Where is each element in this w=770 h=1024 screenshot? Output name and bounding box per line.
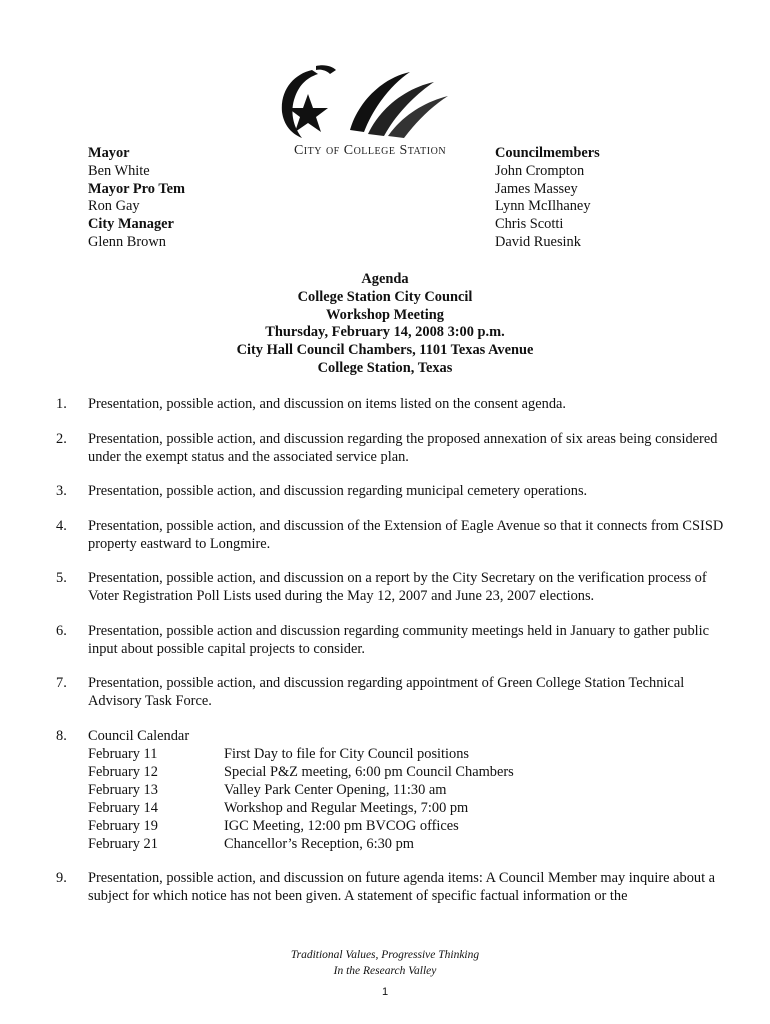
calendar-row — [88, 745, 736, 763]
item-text: Presentation, possible action, and discussion regarding appointment of Green College Station Technical Advisory Task Force. — [88, 675, 685, 709]
heading-line: Thursday, February 14, 2008 3:00 p.m. — [265, 324, 505, 341]
councilmember-name: James Massey — [495, 180, 578, 197]
tagline-line-1: Traditional Values, Progressive Thinking — [290, 949, 480, 961]
official-title: City Manager — [88, 216, 174, 233]
agenda-item-calendar — [56, 727, 736, 853]
calendar-event: Chancellor’s Reception, 6:30 pm — [224, 835, 414, 852]
heading-line: College Station, Texas — [317, 359, 453, 376]
agenda-items — [56, 395, 736, 922]
item-number: 1. — [56, 396, 67, 412]
council-title: Councilmembers — [495, 145, 600, 161]
item-number: 8. — [56, 727, 67, 744]
councilmember-name: John Crompton — [495, 162, 585, 179]
item-number: 9. — [56, 870, 67, 886]
item-text: Presentation, possible action, and discussion of the Extension of Eagle Avenue so that it connects from CSISD property eastward to Longmire. — [88, 517, 724, 552]
calendar-title: Council Calendar — [88, 727, 190, 744]
page-number: 1 — [381, 986, 389, 998]
councilmember-name: Chris Scotti — [495, 216, 564, 233]
agenda-item — [56, 674, 736, 710]
calendar-date: February 12 — [88, 763, 158, 780]
calendar-event: Valley Park Center Opening, 11:30 am — [224, 781, 447, 798]
calendar-date: February 19 — [88, 817, 158, 834]
agenda-item — [56, 622, 736, 658]
agenda-item — [56, 395, 736, 413]
calendar-event: IGC Meeting, 12:00 pm BVCOG offices — [224, 817, 459, 834]
officials-left — [88, 145, 258, 252]
calendar-date: February 13 — [88, 781, 158, 798]
official-name: Glenn Brown — [88, 233, 166, 250]
councilmember-name: David Ruesink — [495, 233, 581, 250]
item-number: 6. — [56, 622, 67, 639]
item-number: 5. — [56, 570, 67, 586]
official-title: Mayor Pro Tem — [88, 180, 185, 197]
official-title: Mayor — [88, 145, 130, 161]
item-number: 3. — [56, 483, 67, 499]
footer-tagline — [0, 947, 770, 979]
heading-line: College Station City Council — [297, 288, 473, 305]
item-number: 7. — [56, 675, 67, 691]
agenda-item — [56, 569, 736, 605]
heading-line: City Hall Council Chambers, 1101 Texas Avenue — [236, 342, 534, 359]
item-text: Presentation, possible action, and discussion on future agenda items: A Council Member may inquire about a subject for which notice has not been given. A statement of specific factual information or the — [88, 870, 716, 904]
item-number: 4. — [56, 517, 67, 534]
councilmember-name: Lynn McIlhaney — [495, 198, 591, 215]
calendar-row — [88, 781, 736, 799]
councilmembers-list — [495, 145, 695, 252]
logo-wordmark: City of College Station — [293, 143, 447, 158]
heading-line: Agenda — [361, 271, 409, 287]
item-text: Presentation, possible action, and discussion on a report by the City Secretary on the verification process of Voter Registration Poll Lists used during the May 12, 2007 and June 23, 2007 elections. — [88, 570, 707, 604]
calendar-date: February 11 — [88, 745, 158, 762]
agenda-item — [56, 430, 736, 466]
agenda-item — [56, 517, 736, 553]
calendar-event: Special P&Z meeting, 6:00 pm Council Chambers — [224, 763, 514, 780]
calendar-date: February 14 — [88, 799, 158, 816]
official-name: Ben White — [88, 162, 150, 179]
calendar-event: Workshop and Regular Meetings, 7:00 pm — [224, 799, 469, 816]
calendar-date: February 21 — [88, 835, 158, 852]
tagline-line-2: In the Research Valley — [333, 965, 437, 977]
heading-line: Workshop Meeting — [326, 306, 444, 323]
agenda-item — [56, 482, 736, 500]
calendar-row — [88, 799, 736, 817]
item-text: Presentation, possible action, and discussion on items listed on the consent agenda. — [88, 396, 567, 412]
item-number: 2. — [56, 430, 67, 447]
item-text: Presentation, possible action, and discussion regarding the proposed annexation of six areas being considered under the exempt status and the associated service plan. — [88, 430, 718, 465]
item-text: Presentation, possible action and discussion regarding community meetings held in January to gather public input about possible capital projects to consider. — [88, 622, 710, 657]
calendar-row — [88, 835, 736, 853]
calendar-row — [88, 817, 736, 835]
agenda-heading — [0, 271, 770, 378]
item-text: Presentation, possible action, and discussion regarding municipal cemetery operations. — [88, 483, 588, 499]
calendar-table — [88, 745, 736, 853]
calendar-event: First Day to file for City Council positions — [224, 745, 470, 762]
agenda-item-9 — [56, 869, 736, 905]
calendar-row — [88, 763, 736, 781]
official-name: Ron Gay — [88, 198, 140, 215]
